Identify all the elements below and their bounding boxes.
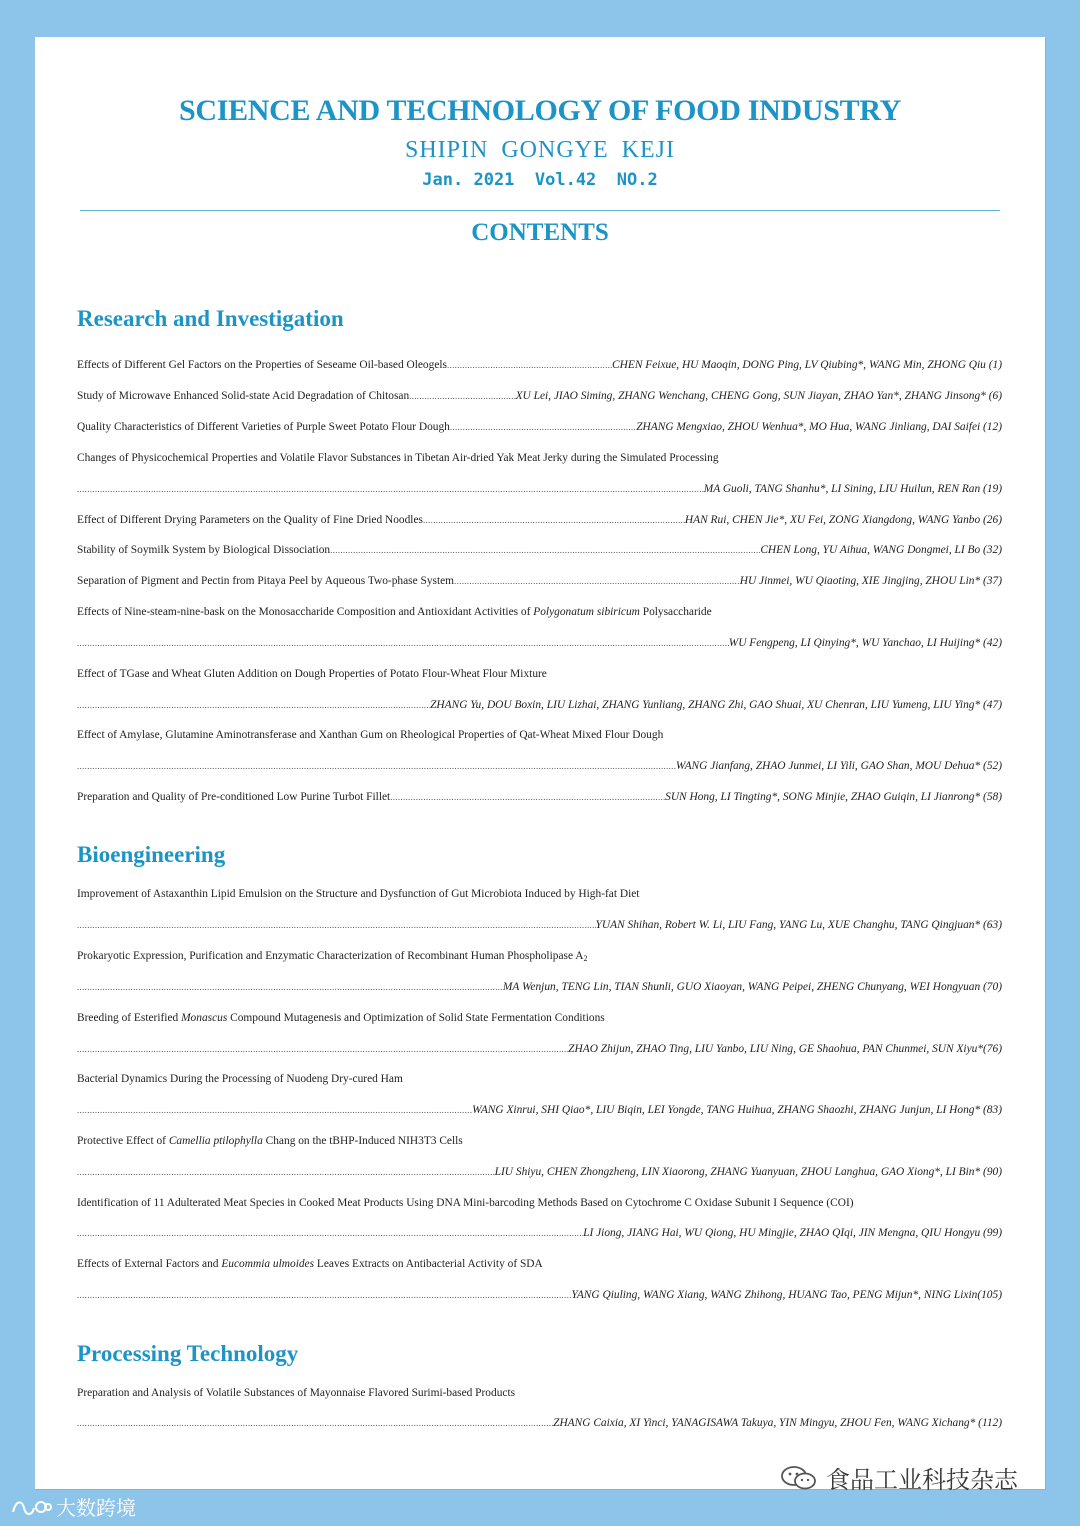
entry-authors: WANG Jianfang, ZHAO Junmei, LI Yili, GAO Shan, MOU Dehua* (52) xyxy=(675,760,1002,772)
journal-page xyxy=(35,37,1045,1489)
toc-entry[interactable] xyxy=(77,788,1002,806)
entry-authors: YANG Qiuling, WANG Xiang, WANG Zhihong, HUANG Tao, PENG Mijun*, NING Lixin(105) xyxy=(571,1289,1002,1301)
leader-dots xyxy=(77,1101,472,1119)
toc-entry-title-line[interactable] xyxy=(77,603,1002,621)
issue-info: Jan. 2021 Vol.42 NO.2 xyxy=(422,170,658,190)
entry-title: Preparation and Analysis of Volatile Substances of Mayonnaise Flavored Surimi-based Products xyxy=(77,1387,516,1399)
toc-entry-authors-line xyxy=(77,480,1002,498)
leader-dots xyxy=(77,1224,583,1242)
entry-authors: CHEN Long, YU Aihua, WANG Dongmei, LI Bo (32) xyxy=(760,544,1002,556)
toc-entry-title-line[interactable] xyxy=(77,449,1002,467)
entry-title: Preparation and Quality of Pre-conditioned Low Purine Turbot Fillet xyxy=(77,791,391,803)
entry-authors: LIU Shiyu, CHEN Zhongzheng, LIN Xiaorong, ZHANG Yuanyuan, ZHOU Langhua, GAO Xiong*, LI Bin* (90) xyxy=(494,1166,1002,1178)
species-name: Polygonatum sibiricum xyxy=(533,606,640,618)
entry-title xyxy=(77,603,712,621)
toc-entry-authors-line xyxy=(77,978,1002,996)
toc-entry-title-line[interactable] xyxy=(77,1070,1002,1088)
entry-title: Effect of TGase and Wheat Gluten Addition on Dough Properties of Potato Flour-Wheat Flour Mixture xyxy=(77,668,547,680)
section-title-processing: Processing Technology xyxy=(77,1341,299,1366)
toc-entry-authors-line xyxy=(77,696,1002,714)
entry-title-part: Compound Mutagenesis and Optimization of Solid State Fermentation Conditions xyxy=(227,1012,605,1024)
entry-title xyxy=(77,1132,463,1150)
entry-authors: WU Fengpeng, LI Qinying*, WU Yanchao, LI Huijing* (42) xyxy=(728,637,1002,649)
entry-title: Identification of 11 Adulterated Meat Species in Cooked Meat Products Using DNA Mini-barcoding Methods Based on Cytochrome C Oxidase Subunit I Sequence (COI) xyxy=(77,1197,854,1209)
brand-logo-icon xyxy=(10,1496,52,1518)
toc-entry-title-line[interactable] xyxy=(77,1384,1002,1402)
entry-authors: YUAN Shihan, Robert W. Li, LIU Fang, YANG Lu, XUE Changhu, TANG Qingjuan* (63) xyxy=(595,919,1002,931)
journal-pinyin-title: SHIPIN GONGYE KEJI xyxy=(405,137,675,163)
entry-title-part: Prokaryotic Expression, Purification and Enzymatic Characterization of Recombinant Human Phospholipase A xyxy=(77,950,584,962)
leader-dots xyxy=(77,1286,571,1304)
leader-dots xyxy=(447,356,612,374)
leader-dots xyxy=(423,511,685,529)
toc-entry[interactable] xyxy=(77,418,1002,436)
bottom-watermark xyxy=(10,1492,136,1521)
entry-title xyxy=(77,1255,543,1273)
entry-authors: XU Lei, JIAO Siming, ZHANG Wenchang, CHENG Gong, SUN Jiayan, ZHAO Yan*, ZHANG Jinsong* (6) xyxy=(515,390,1002,402)
toc-entry-authors-line xyxy=(77,1040,1002,1058)
contents-heading: CONTENTS xyxy=(471,219,609,246)
leader-dots xyxy=(330,541,760,559)
toc-entry-authors-line xyxy=(77,1101,1002,1119)
wechat-watermark xyxy=(780,1460,1018,1495)
leader-dots xyxy=(77,634,729,652)
leader-dots xyxy=(77,696,430,714)
toc-entry-title-line[interactable] xyxy=(77,665,1002,683)
toc-entry[interactable] xyxy=(77,511,1002,529)
leader-dots xyxy=(77,1414,553,1432)
entry-authors: HU Jinmei, WU Qiaoting, XIE Jingjing, ZHOU Lin* (37) xyxy=(739,575,1002,587)
leader-dots xyxy=(409,387,515,405)
entry-title: Changes of Physicochemical Properties and Volatile Flavor Substances in Tibetan Air-dried Yak Meat Jerky during the Simulated Processing xyxy=(77,452,719,464)
entry-authors: MA Wenjun, TENG Lin, TIAN Shunli, GUO Xiaoyan, WANG Peipei, ZHENG Chunyang, WEI Hongyuan (70) xyxy=(502,981,1002,993)
entry-title: Separation of Pigment and Pectin from Pitaya Peel by Aqueous Two-phase System xyxy=(77,575,455,587)
entry-title: Bacterial Dynamics During the Processing of Nuodeng Dry-cured Ham xyxy=(77,1073,403,1085)
entry-authors: WANG Xinrui, SHI Qiao*, LIU Biqin, LEI Yongde, TANG Huihua, ZHANG Shaozhi, ZHANG Junjun, LI Hong* (83) xyxy=(472,1104,1002,1116)
entry-title xyxy=(77,947,587,965)
toc-entry[interactable] xyxy=(77,541,1002,559)
entry-title: Effect of Amylase, Glutamine Aminotransferase and Xanthan Gum on Rheological Properties of Qat-Wheat Mixed Flour Dough xyxy=(77,729,664,741)
entry-title-part: Effects of Nine-steam-nine-bask on the Monosaccharide Composition and Antioxidant Activities of xyxy=(77,606,534,618)
entry-authors: ZHAO Zhijun, ZHAO Ting, LIU Yanbo, LIU Ning, GE Shaohua, PAN Chunmei, SUN Xiyu*(76) xyxy=(568,1043,1002,1055)
entry-title-part: Leaves Extracts on Antibacterial Activity of SDA xyxy=(314,1258,543,1270)
wechat-account-name: 食品工业科技杂志 xyxy=(826,1466,1018,1494)
entry-title-part: Breeding of Esterified xyxy=(77,1012,182,1024)
toc-entry-title-line[interactable] xyxy=(77,1009,1002,1027)
entry-authors: SUN Hong, LI Tingting*, SONG Minjie, ZHAO Guiqin, LI Jianrong* (58) xyxy=(665,791,1002,803)
toc-entry-authors-line xyxy=(77,1286,1002,1304)
toc-entry[interactable] xyxy=(77,356,1002,374)
entry-authors: CHEN Feixue, HU Maoqin, DONG Ping, LV Qiubing*, WANG Min, ZHONG Qiu (1) xyxy=(612,359,1002,371)
toc-entry-title-line[interactable] xyxy=(77,726,1002,744)
toc-entry-authors-line xyxy=(77,916,1002,934)
toc-entry-authors-line xyxy=(77,1224,1002,1242)
entry-title-part: Polysaccharide xyxy=(639,606,712,618)
leader-dots xyxy=(77,480,704,498)
entry-authors: ZHANG Mengxiao, ZHOU Wenhua*, MO Hua, WANG Jinliang, DAI Saifei (12) xyxy=(636,421,1002,433)
entry-title: Stability of Soymilk System by Biological Dissociation xyxy=(77,544,331,556)
entry-authors: ZHANG Caixia, XI Yinci, YANAGISAWA Takuya, YIN Mingyu, ZHOU Fen, WANG Xichang* (112) xyxy=(553,1417,1002,1429)
leader-dots xyxy=(77,978,503,996)
header-divider xyxy=(80,210,1000,211)
leader-dots xyxy=(77,757,676,775)
entry-title: Study of Microwave Enhanced Solid-state Acid Degradation of Chitosan xyxy=(77,390,410,402)
toc-entry-title-line[interactable] xyxy=(77,885,1002,903)
entry-authors: MA Guoli, TANG Shanhu*, LI Sining, LIU Huilun, REN Ran (19) xyxy=(703,483,1002,495)
section-title-bioengineering: Bioengineering xyxy=(77,842,226,867)
masthead xyxy=(35,93,1045,192)
species-name: Monascus xyxy=(181,1012,228,1024)
entry-title-part: Protective Effect of xyxy=(77,1135,169,1147)
leader-dots xyxy=(77,1163,495,1181)
entry-title: Effect of Different Drying Parameters on the Quality of Fine Dried Noodles xyxy=(77,514,423,526)
toc-entry-title-line[interactable] xyxy=(77,1255,1002,1273)
toc-entry[interactable] xyxy=(77,387,1002,405)
entry-authors: HAN Rui, CHEN Jie*, XU Fei, ZONG Xiangdong, WANG Yanbo (26) xyxy=(684,514,1002,526)
entry-title xyxy=(77,1009,605,1027)
toc-entry-authors-line xyxy=(77,1414,1002,1432)
entry-title: Quality Characteristics of Different Varieties of Purple Sweet Potato Flour Dough xyxy=(77,421,450,433)
leader-dots xyxy=(454,572,740,590)
toc-entry-authors-line xyxy=(77,1163,1002,1181)
watermark-text: 大数跨境 xyxy=(56,1496,136,1520)
section-title-research: Research and Investigation xyxy=(77,306,344,331)
journal-title: SCIENCE AND TECHNOLOGY OF FOOD INDUSTRY xyxy=(178,94,902,127)
leader-dots xyxy=(390,788,665,806)
leader-dots xyxy=(77,916,596,934)
entry-title: Effects of Different Gel Factors on the Properties of Seseame Oil-based Oleogels xyxy=(77,359,447,371)
toc-entry-authors-line xyxy=(77,757,1002,775)
subscript: 2 xyxy=(583,954,588,963)
toc-entry-title-line[interactable] xyxy=(77,947,1002,965)
toc-entry-authors-line xyxy=(77,634,1002,652)
entry-title: Improvement of Astaxanthin Lipid Emulsion on the Structure and Dysfunction of Gut Microbiota Induced by High-fat Diet xyxy=(77,888,640,900)
toc-entry-title-line[interactable] xyxy=(77,1132,1002,1150)
entry-authors: LI Jiong, JIANG Hai, WU Qiong, HU Mingjie, ZHAO QIqi, JIN Mengna, QIU Hongyu (99) xyxy=(583,1227,1002,1239)
entry-title-part: Chang on the tBHP-Induced NIH3T3 Cells xyxy=(262,1135,463,1147)
leader-dots xyxy=(450,418,636,436)
species-name: Camellia ptilophylla xyxy=(168,1135,263,1147)
species-name: Eucommia ulmoides xyxy=(221,1258,315,1270)
entry-title-part: Effects of External Factors and xyxy=(77,1258,222,1270)
wechat-icon xyxy=(780,1464,818,1492)
leader-dots xyxy=(77,1040,568,1058)
toc-entry-title-line[interactable] xyxy=(77,1194,1002,1212)
toc-entry[interactable] xyxy=(77,572,1002,590)
entry-authors: ZHANG Yu, DOU Boxin, LIU Lizhai, ZHANG Yunliang, ZHANG Zhi, GAO Shuai, XU Chenran, LIU Yumeng, LIU Ying* (47) xyxy=(430,699,1002,711)
